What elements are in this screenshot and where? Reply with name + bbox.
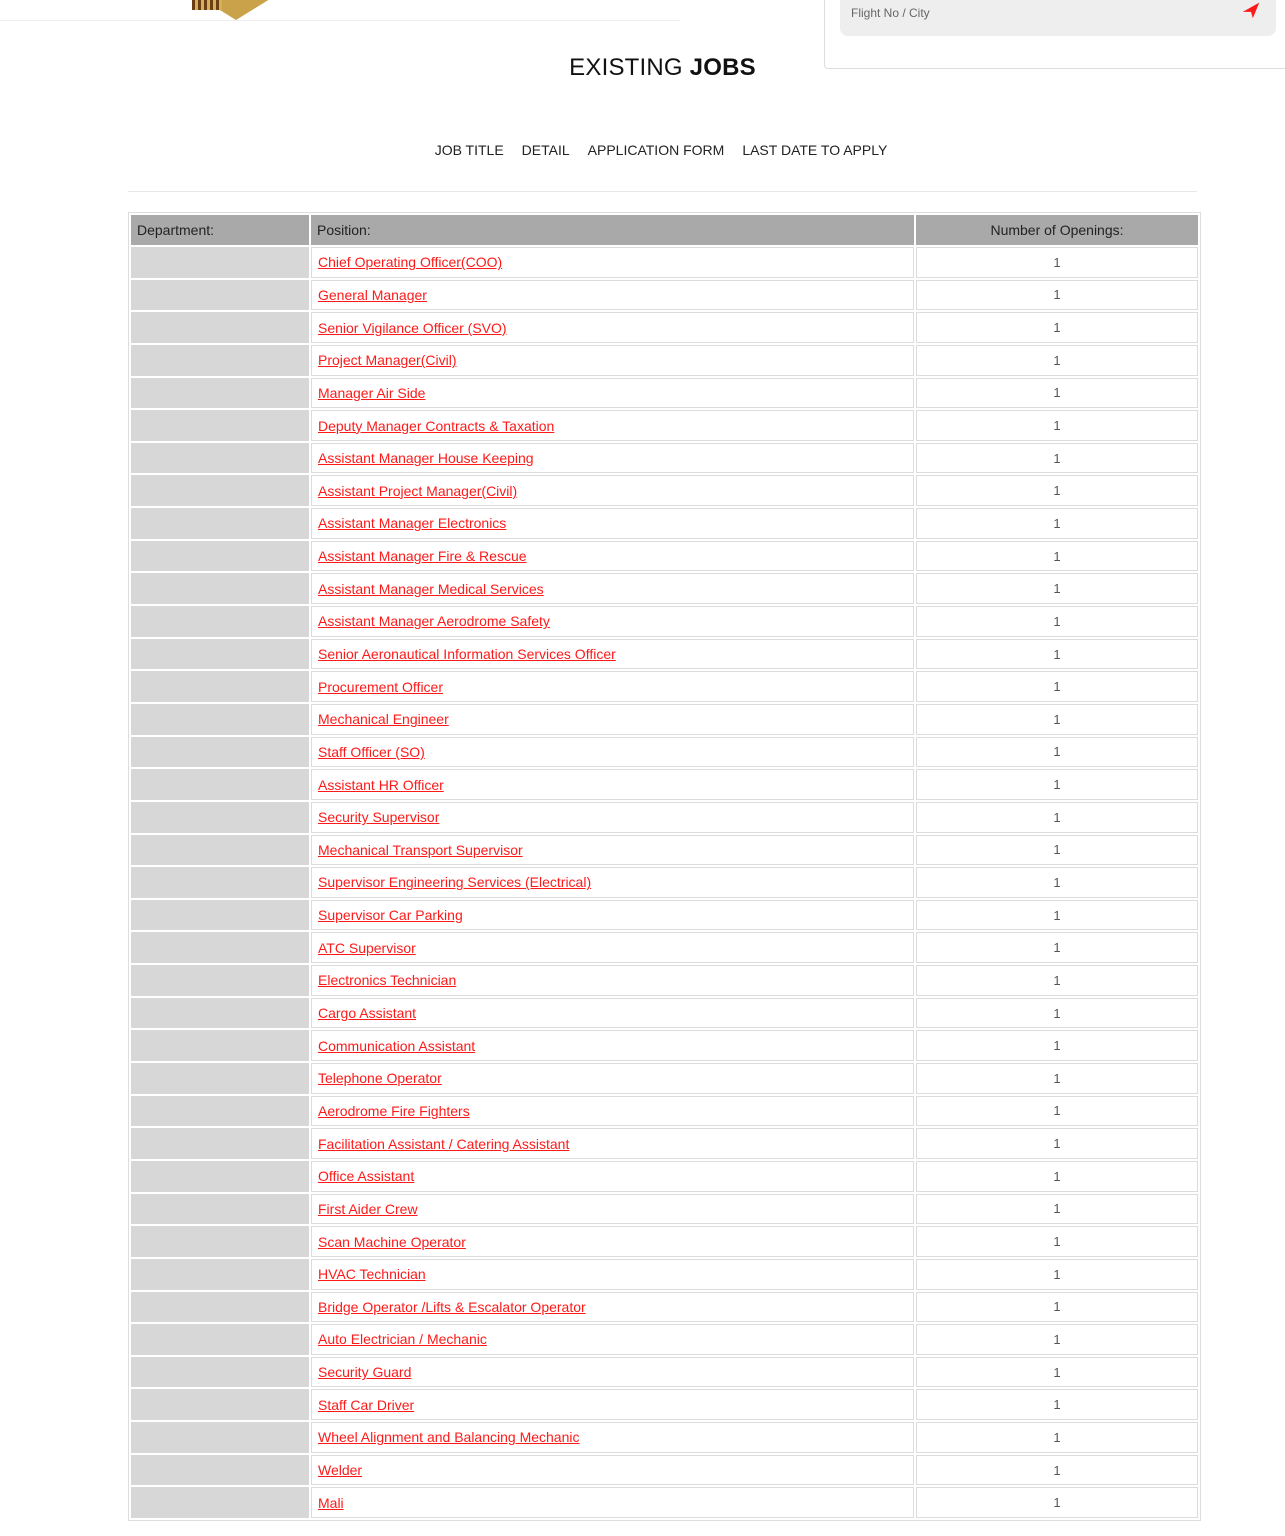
position-cell	[311, 639, 914, 670]
openings-cell: 1	[916, 541, 1198, 572]
position-link[interactable]: First Aider Crew	[318, 1200, 418, 1217]
header-divider	[0, 20, 680, 21]
position-link[interactable]: General Manager	[318, 286, 427, 303]
table-row	[131, 1161, 1198, 1192]
position-cell	[311, 835, 914, 866]
openings-cell: 1	[916, 475, 1198, 506]
table-row	[131, 769, 1198, 800]
department-cell	[131, 312, 309, 343]
openings-cell: 1	[916, 639, 1198, 670]
position-cell	[311, 573, 914, 604]
department-cell	[131, 1096, 309, 1127]
position-link[interactable]: Mali	[318, 1494, 344, 1511]
table-row	[131, 1455, 1198, 1486]
table-row	[131, 345, 1198, 376]
department-cell	[131, 737, 309, 768]
openings-cell: 1	[916, 410, 1198, 441]
position-cell	[311, 312, 914, 343]
table-row	[131, 932, 1198, 963]
position-link[interactable]: Procurement Officer	[318, 678, 444, 695]
openings-cell: 1	[916, 573, 1198, 604]
table-row	[131, 704, 1198, 735]
position-link[interactable]: Communication Assistant	[318, 1037, 476, 1054]
logo-detail	[192, 0, 222, 10]
openings-cell: 1	[916, 1292, 1198, 1323]
airplane-icon[interactable]	[1240, 0, 1262, 21]
position-cell	[311, 932, 914, 963]
openings-cell: 1	[916, 998, 1198, 1029]
department-cell	[131, 1194, 309, 1225]
position-cell	[311, 1030, 914, 1061]
table-row	[131, 900, 1198, 931]
position-link[interactable]: Welder	[318, 1462, 363, 1479]
position-cell	[311, 1259, 914, 1290]
header-openings: Number of Openings:	[916, 215, 1198, 245]
department-cell	[131, 835, 309, 866]
department-cell	[131, 410, 309, 441]
openings-cell: 1	[916, 867, 1198, 898]
table-row	[131, 965, 1198, 996]
position-link[interactable]: Facilitation Assistant / Catering Assistant	[318, 1135, 570, 1152]
position-cell	[311, 867, 914, 898]
position-link[interactable]: ATC Supervisor	[318, 939, 416, 956]
openings-cell: 1	[916, 1389, 1198, 1420]
department-cell	[131, 1063, 309, 1094]
position-link[interactable]: Senior Aeronautical Information Services Officer	[318, 646, 616, 662]
department-cell	[131, 671, 309, 702]
position-link[interactable]: Manager Air Side	[318, 384, 426, 401]
position-link[interactable]: Assistant Manager Aerodrome Safety	[318, 613, 550, 630]
position-cell	[311, 1063, 914, 1094]
position-link[interactable]: Project Manager(Civil)	[318, 352, 457, 369]
openings-cell: 1	[916, 769, 1198, 800]
nav-divider	[128, 191, 1197, 192]
table-row	[131, 998, 1198, 1029]
department-cell	[131, 541, 309, 572]
position-link[interactable]: Security Guard	[318, 1364, 412, 1381]
department-cell	[131, 1357, 309, 1388]
department-cell	[131, 606, 309, 637]
department-cell	[131, 1487, 309, 1518]
table-row	[131, 1063, 1198, 1094]
openings-cell: 1	[916, 1063, 1198, 1094]
position-cell	[311, 998, 914, 1029]
table-row	[131, 737, 1198, 768]
position-cell	[311, 280, 914, 311]
department-cell	[131, 932, 309, 963]
position-cell	[311, 737, 914, 768]
department-cell	[131, 867, 309, 898]
flight-search-input[interactable]	[840, 0, 1276, 36]
openings-cell: 1	[916, 932, 1198, 963]
position-cell	[311, 1194, 914, 1225]
position-cell	[311, 1226, 914, 1257]
position-cell	[311, 704, 914, 735]
department-cell	[131, 1324, 309, 1355]
openings-cell: 1	[916, 280, 1198, 311]
department-cell	[131, 1389, 309, 1420]
position-link[interactable]: Security Supervisor	[318, 809, 440, 826]
position-link[interactable]: HVAC Technician	[318, 1266, 426, 1283]
table-row	[131, 639, 1198, 670]
table-row	[131, 378, 1198, 409]
table-row	[131, 1487, 1198, 1518]
department-cell	[131, 443, 309, 474]
position-link[interactable]: Bridge Operator /Lifts & Escalator Operator	[318, 1298, 586, 1315]
position-cell	[311, 1128, 914, 1159]
position-cell	[311, 900, 914, 931]
position-cell	[311, 1487, 914, 1518]
openings-cell: 1	[916, 1259, 1198, 1290]
column-nav	[0, 142, 1285, 158]
position-link[interactable]: Cargo Assistant	[318, 1005, 417, 1022]
table-row	[131, 1324, 1198, 1355]
header-department: Department:	[131, 215, 309, 245]
openings-cell: 1	[916, 900, 1198, 931]
position-link[interactable]: Supervisor Car Parking	[318, 907, 463, 924]
position-link[interactable]: Assistant Manager Medical Services	[318, 580, 544, 597]
openings-cell: 1	[916, 965, 1198, 996]
column-nav-item: DETAIL	[521, 142, 570, 158]
openings-cell: 1	[916, 671, 1198, 702]
department-cell	[131, 1128, 309, 1159]
openings-cell: 1	[916, 1030, 1198, 1061]
openings-cell: 1	[916, 1096, 1198, 1127]
position-link[interactable]: Assistant Manager House Keeping	[318, 450, 534, 467]
openings-cell: 1	[916, 1455, 1198, 1486]
table-row	[131, 508, 1198, 539]
openings-cell: 1	[916, 1324, 1198, 1355]
position-cell	[311, 247, 914, 278]
page-title-bold: JOBS	[689, 54, 756, 81]
department-cell	[131, 247, 309, 278]
table-row	[131, 247, 1198, 278]
position-cell	[311, 1455, 914, 1486]
department-cell	[131, 998, 309, 1029]
department-cell	[131, 965, 309, 996]
site-logo[interactable]	[168, 0, 304, 20]
table-row	[131, 1389, 1198, 1420]
table-row	[131, 1422, 1198, 1453]
position-link[interactable]: Mechanical Engineer	[318, 711, 449, 728]
table-row	[131, 1194, 1198, 1225]
department-cell	[131, 345, 309, 376]
department-cell	[131, 769, 309, 800]
position-link[interactable]: Office Assistant	[318, 1168, 415, 1185]
position-link[interactable]: Assistant Manager Fire & Rescue	[318, 548, 527, 565]
position-cell	[311, 606, 914, 637]
department-cell	[131, 280, 309, 311]
position-link[interactable]: Mechanical Transport Supervisor	[318, 841, 523, 858]
position-cell	[311, 378, 914, 409]
department-cell	[131, 1422, 309, 1453]
department-cell	[131, 802, 309, 833]
department-cell	[131, 508, 309, 539]
openings-cell: 1	[916, 378, 1198, 409]
position-cell	[311, 443, 914, 474]
table-row	[131, 541, 1198, 572]
openings-cell: 1	[916, 802, 1198, 833]
position-cell	[311, 1161, 914, 1192]
openings-cell: 1	[916, 1357, 1198, 1388]
column-nav-item: JOB TITLE	[434, 142, 504, 158]
table-row	[131, 475, 1198, 506]
position-link[interactable]: Electronics Technician	[318, 972, 457, 989]
position-link[interactable]: Assistant Manager Electronics	[318, 515, 507, 532]
table-row	[131, 1128, 1198, 1159]
position-cell	[311, 965, 914, 996]
table-row	[131, 606, 1198, 637]
table-row	[131, 835, 1198, 866]
openings-cell: 1	[916, 1226, 1198, 1257]
table-row	[131, 280, 1198, 311]
openings-cell: 1	[916, 508, 1198, 539]
position-link[interactable]: Deputy Manager Contracts & Taxation	[318, 417, 555, 434]
position-link[interactable]: Staff Car Driver	[318, 1396, 415, 1413]
openings-cell: 1	[916, 1422, 1198, 1453]
position-cell	[311, 410, 914, 441]
position-link[interactable]: Aerodrome Fire Fighters	[318, 1102, 470, 1119]
page-title	[0, 54, 1285, 82]
table-row	[131, 1030, 1198, 1061]
department-cell	[131, 1226, 309, 1257]
jobs-table	[128, 212, 1201, 1521]
table-row	[131, 1096, 1198, 1127]
department-cell	[131, 639, 309, 670]
position-link[interactable]: Telephone Operator	[318, 1070, 442, 1087]
openings-cell: 1	[916, 835, 1198, 866]
table-row	[131, 410, 1198, 441]
position-cell	[311, 802, 914, 833]
openings-cell: 1	[916, 247, 1198, 278]
position-cell	[311, 1096, 914, 1127]
jobs-table-body	[131, 247, 1198, 1518]
openings-cell: 1	[916, 704, 1198, 735]
openings-cell: 1	[916, 1128, 1198, 1159]
position-link[interactable]: Auto Electrician / Mechanic	[318, 1331, 487, 1348]
department-cell	[131, 900, 309, 931]
table-row	[131, 312, 1198, 343]
position-link[interactable]: Supervisor Engineering Services (Electrical)	[318, 874, 592, 891]
position-cell	[311, 541, 914, 572]
department-cell	[131, 1455, 309, 1486]
openings-cell: 1	[916, 1161, 1198, 1192]
department-cell	[131, 475, 309, 506]
openings-cell: 1	[916, 1487, 1198, 1518]
position-cell	[311, 769, 914, 800]
position-cell	[311, 1324, 914, 1355]
department-cell	[131, 704, 309, 735]
department-cell	[131, 573, 309, 604]
department-cell	[131, 1259, 309, 1290]
openings-cell: 1	[916, 312, 1198, 343]
position-cell	[311, 1357, 914, 1388]
table-header-row	[131, 215, 1198, 245]
openings-cell: 1	[916, 737, 1198, 768]
table-row	[131, 443, 1198, 474]
table-row	[131, 671, 1198, 702]
table-row	[131, 1259, 1198, 1290]
department-cell	[131, 1030, 309, 1061]
page-title-light: EXISTING	[569, 54, 683, 81]
column-nav-item: APPLICATION FORM	[587, 142, 725, 158]
table-row	[131, 1292, 1198, 1323]
position-cell	[311, 1422, 914, 1453]
position-cell	[311, 508, 914, 539]
position-cell	[311, 345, 914, 376]
table-row	[131, 1226, 1198, 1257]
column-nav-item: LAST DATE TO APPLY	[742, 142, 888, 158]
position-link[interactable]: Wheel Alignment and Balancing Mechanic	[318, 1429, 580, 1446]
department-cell	[131, 1292, 309, 1323]
flight-search-placeholder: Flight No / City	[851, 6, 930, 20]
table-row	[131, 573, 1198, 604]
openings-cell: 1	[916, 345, 1198, 376]
openings-cell: 1	[916, 606, 1198, 637]
position-cell	[311, 671, 914, 702]
position-cell	[311, 475, 914, 506]
table-row	[131, 1357, 1198, 1388]
openings-cell: 1	[916, 443, 1198, 474]
department-cell	[131, 378, 309, 409]
position-link[interactable]: Senior Vigilance Officer (SVO)	[318, 319, 507, 336]
position-cell	[311, 1292, 914, 1323]
position-link[interactable]: Chief Operating Officer(COO)	[318, 254, 503, 271]
table-row	[131, 867, 1198, 898]
openings-cell: 1	[916, 1194, 1198, 1225]
header-position: Position:	[311, 215, 914, 245]
position-link[interactable]: Scan Machine Operator	[318, 1233, 466, 1250]
position-link[interactable]: Assistant Project Manager(Civil)	[318, 482, 518, 499]
position-cell	[311, 1389, 914, 1420]
position-link[interactable]: Staff Officer (SO)	[318, 743, 425, 760]
position-link[interactable]: Assistant HR Officer	[318, 776, 444, 793]
table-row	[131, 802, 1198, 833]
department-cell	[131, 1161, 309, 1192]
